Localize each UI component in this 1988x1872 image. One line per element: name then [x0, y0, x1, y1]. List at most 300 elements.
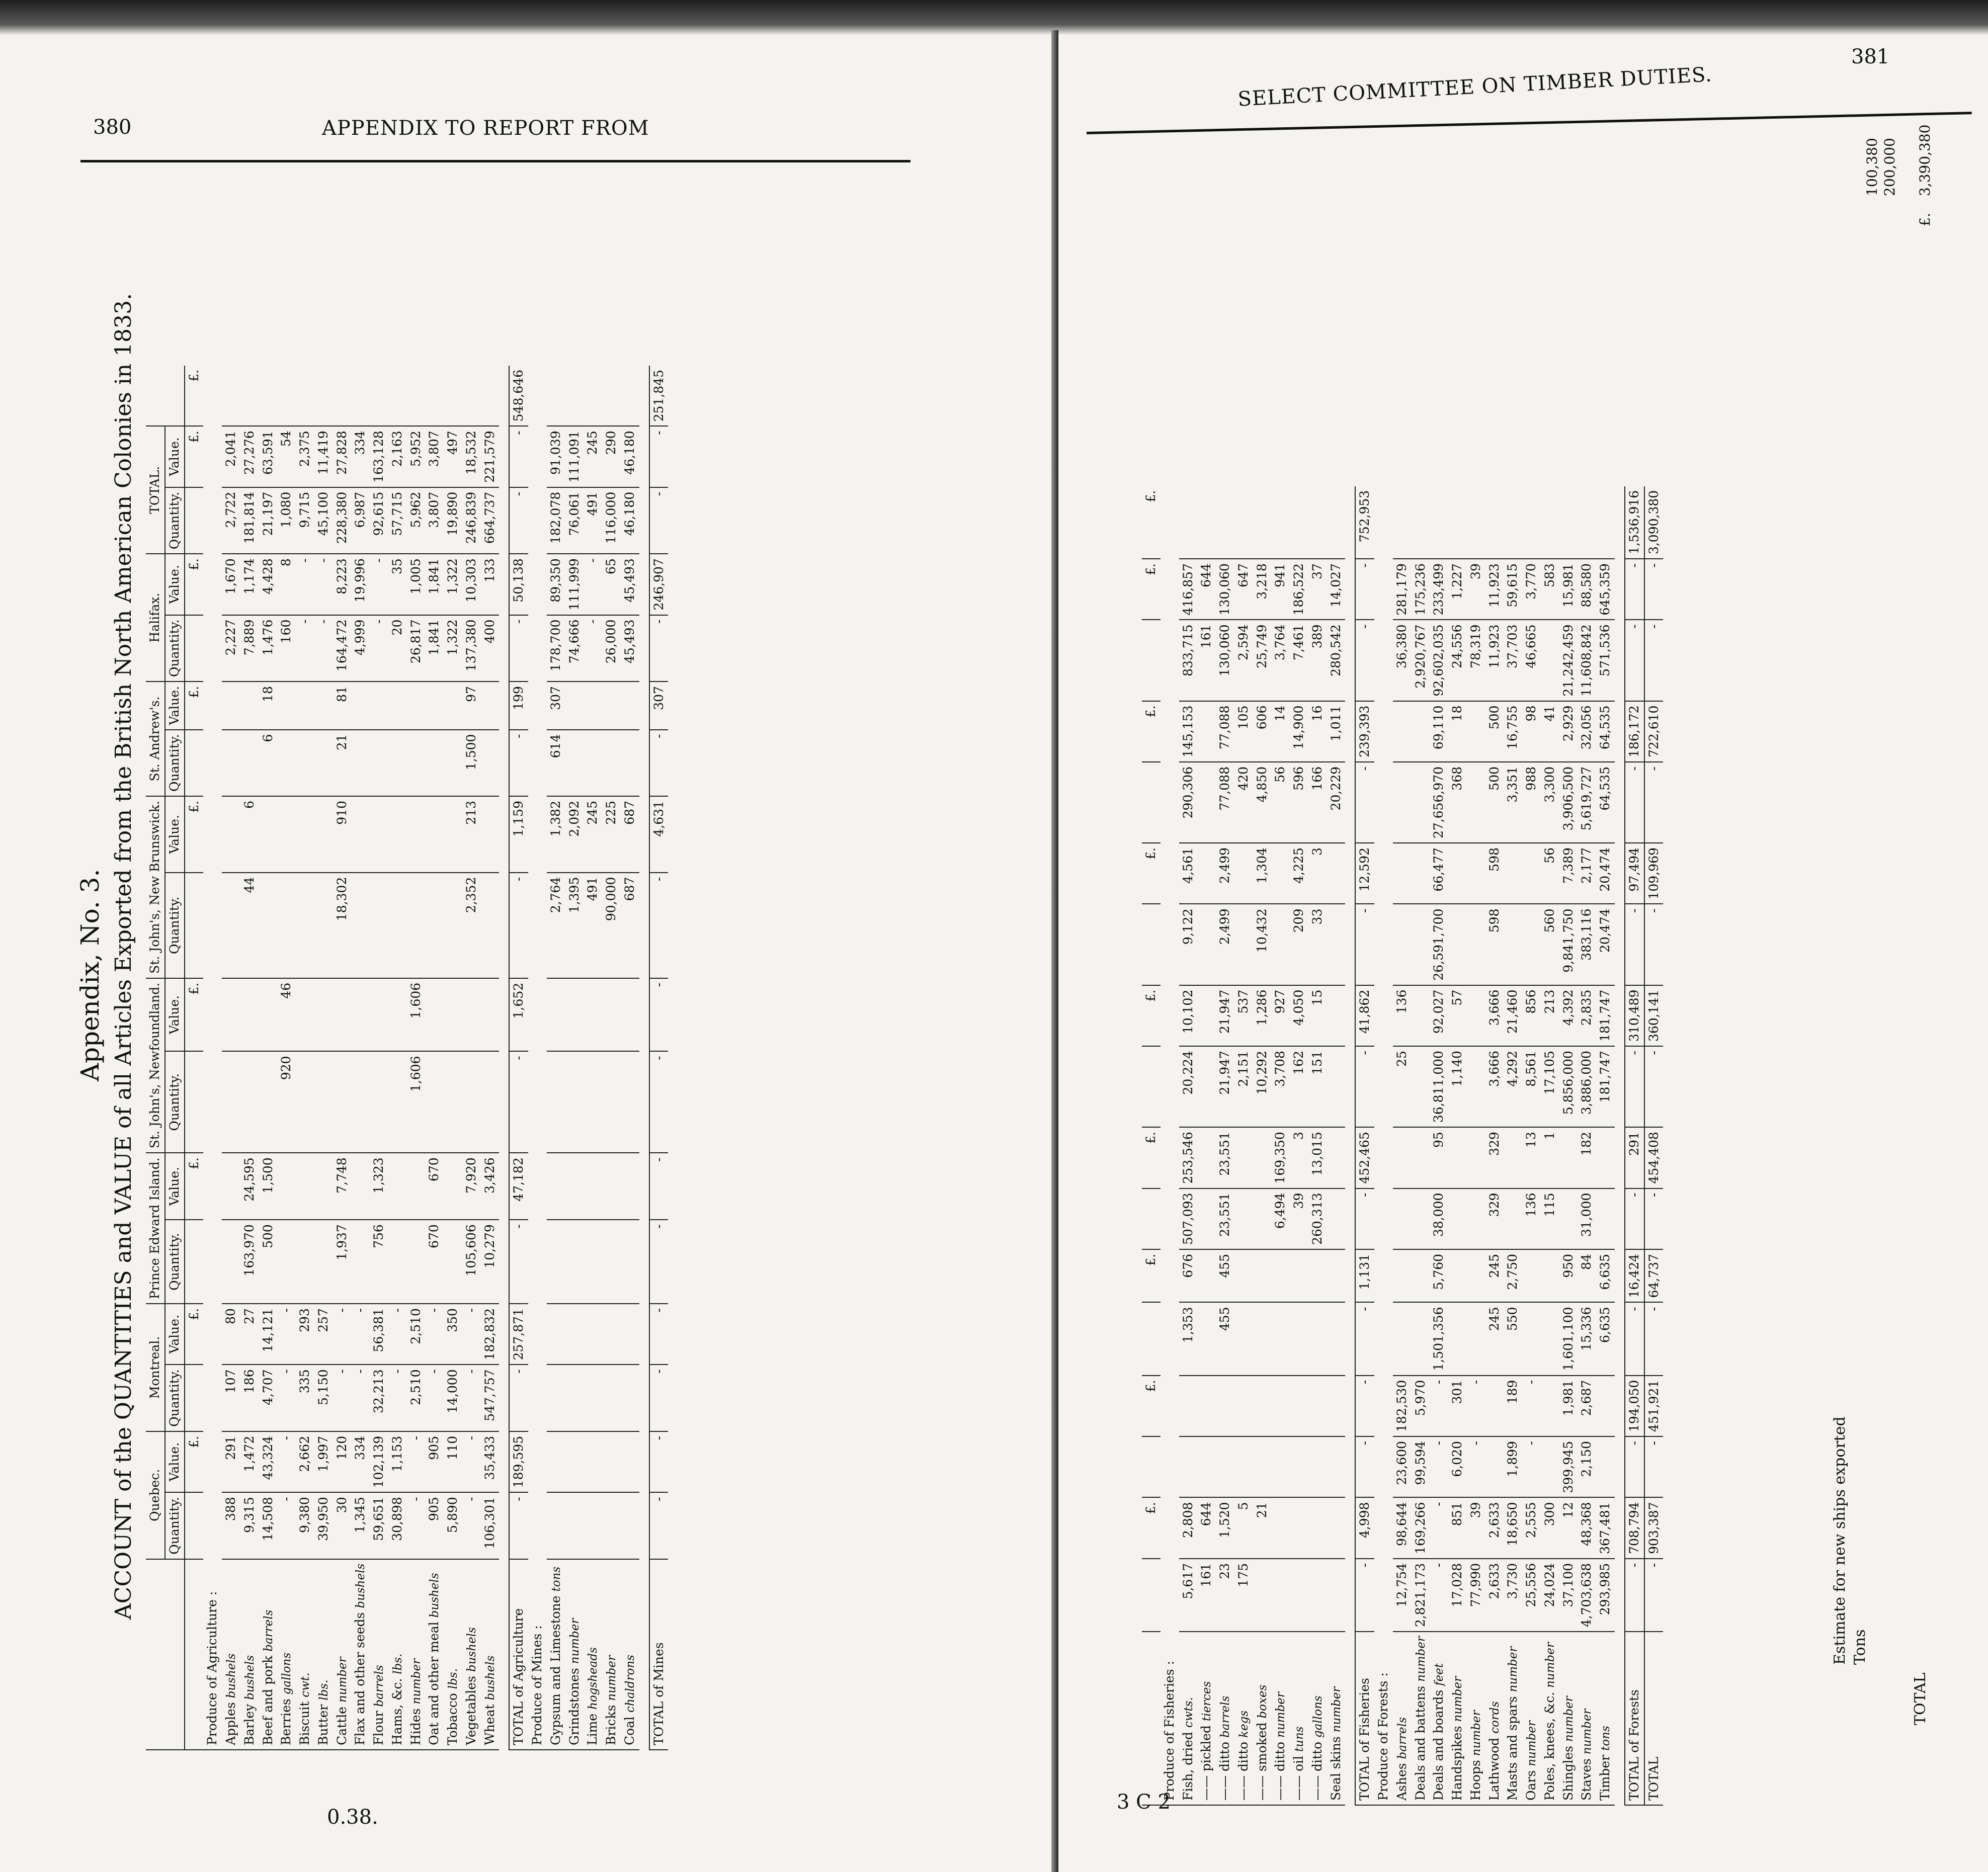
section-total-row: [1355, 486, 1374, 1805]
table-cell: 583: [1541, 559, 1559, 620]
table-row: [1559, 486, 1578, 1805]
grand-total-cell: 3,090,380: [1644, 486, 1664, 559]
table-cell: [1253, 1127, 1272, 1188]
table-cell: -: [314, 554, 333, 615]
table-cell: -: [1430, 1376, 1448, 1436]
table-cell: [1327, 1188, 1346, 1249]
signature-left: 0.38.: [327, 1806, 378, 1829]
total-cell: 246,907: [649, 554, 669, 615]
total-cell: -: [1625, 1436, 1644, 1497]
table-cell: 1,841: [425, 615, 444, 682]
table-cell: 1,395: [565, 873, 584, 978]
table-cell: [259, 1051, 278, 1153]
table-cell: 35,433: [481, 1431, 500, 1492]
article-label: Gypsum and Limestone: [548, 1591, 563, 1745]
article-unit: barrels: [1219, 1695, 1232, 1738]
table-cell: 20,224: [1179, 1046, 1198, 1127]
table-cell: 27,828: [333, 426, 352, 487]
article-label: —— oil: [1291, 1752, 1306, 1801]
table-cell: 3,886,000: [1578, 1046, 1596, 1127]
total-cell: -: [1355, 1376, 1374, 1436]
table-cell: 3,351: [1504, 762, 1522, 843]
total-cell: 4,998: [1355, 1497, 1374, 1558]
table-cell: -: [1430, 1559, 1448, 1632]
article-label: Hams, &c.: [389, 1674, 404, 1745]
table-cell: 30: [333, 1492, 352, 1559]
article-unit: gallons: [280, 1652, 294, 1695]
table-cell: 1,174: [240, 554, 259, 615]
table-cell: 78,319: [1467, 620, 1485, 701]
table-cell: 2,821,173: [1412, 1559, 1430, 1632]
table-cell: [547, 1304, 565, 1365]
section-total-spacer: [1197, 486, 1216, 559]
table-cell: 20,229: [1327, 762, 1346, 843]
table-cell: 21: [333, 730, 352, 796]
total-cell: 189,595: [509, 1431, 528, 1492]
table-cell: 137,380: [462, 615, 481, 682]
table-cell: 7,748: [333, 1153, 352, 1220]
table-cell: 46,180: [621, 426, 639, 487]
table-cell: [565, 1153, 584, 1220]
article-label: Timber: [1598, 1750, 1612, 1801]
total-cell: -: [1355, 1302, 1374, 1375]
article-name: [1522, 1632, 1541, 1805]
table-cell: 5,619,727: [1578, 762, 1596, 843]
table-cell: 1,899: [1504, 1436, 1522, 1497]
article-name: [259, 1559, 278, 1750]
table-cell: 26,817: [407, 615, 426, 682]
table-cell: 399,945: [1559, 1436, 1578, 1497]
table-cell: [481, 873, 500, 978]
table-cell: [621, 1051, 639, 1153]
estimate-value-1: 100,380: [1864, 138, 1880, 196]
table-cell: 988: [1522, 762, 1541, 843]
table-cell: 30,898: [388, 1492, 407, 1559]
table-cell: 221,579: [481, 426, 500, 487]
article-unit: feet: [1433, 1663, 1446, 1686]
table-cell: [1327, 1559, 1346, 1632]
table-cell: 4,050: [1290, 985, 1308, 1046]
table-cell: [388, 796, 407, 873]
quantity-spacer: [185, 873, 204, 978]
article-name: [351, 1559, 370, 1750]
total-cell: -: [649, 1365, 669, 1431]
currency-mark: £.: [1142, 559, 1161, 620]
table-cell: 48,368: [1578, 1497, 1596, 1558]
table-cell: 2,687: [1578, 1376, 1596, 1436]
table-cell: [333, 1051, 352, 1153]
table-cell: 547,757: [481, 1365, 500, 1431]
sub-value-header: Value.: [165, 978, 185, 1052]
table-cell: -: [1467, 1436, 1485, 1497]
section-total-spacer: [481, 366, 500, 426]
table-cell: 9,122: [1179, 904, 1198, 985]
table-cell: [1412, 843, 1430, 904]
table-row: [1522, 486, 1541, 1805]
table-cell: 23: [1216, 1559, 1234, 1632]
section-label-row: [1374, 486, 1393, 1805]
table-cell: [621, 682, 639, 730]
currency-mark: £.: [1142, 701, 1161, 762]
table-cell: [444, 796, 462, 873]
table-cell: [584, 730, 602, 796]
table-cell: 3,218: [1253, 559, 1272, 620]
table-cell: 12,754: [1393, 1559, 1412, 1632]
article-unit: boxes: [1256, 1684, 1269, 1719]
article-name: [1467, 1632, 1485, 1805]
total-cell: 1,652: [509, 978, 528, 1052]
table-cell: [1216, 1436, 1234, 1497]
article-label: Flax and other seeds: [353, 1608, 368, 1745]
table-cell: 5,890: [444, 1492, 462, 1559]
table-cell: 19,890: [444, 487, 462, 554]
table-cell: 2,227: [222, 615, 240, 682]
table-cell: 1,382: [547, 796, 565, 873]
table-cell: 383,116: [1578, 904, 1596, 985]
table-cell: [584, 1153, 602, 1220]
table-cell: 2,352: [462, 873, 481, 978]
article-unit: gallons: [1311, 1695, 1324, 1738]
table-cell: 260,313: [1308, 1188, 1327, 1249]
table-cell: [547, 1153, 565, 1220]
quantity-spacer: [1142, 1302, 1161, 1375]
table-cell: 1,323: [370, 1153, 388, 1220]
table-row: [1327, 486, 1346, 1805]
table-cell: 161: [1197, 620, 1216, 701]
table-cell: 537: [1234, 985, 1253, 1046]
table-cell: [584, 1051, 602, 1153]
total-cell: -: [1625, 1046, 1644, 1127]
table-cell: 1,353: [1179, 1302, 1198, 1375]
table-cell: [1308, 1249, 1327, 1302]
article-unit: number: [1414, 1636, 1428, 1682]
article-name: [1327, 1632, 1346, 1805]
table-cell: 253,546: [1179, 1127, 1198, 1188]
table-cell: 687: [621, 873, 639, 978]
table-cell: 3,770: [1522, 559, 1541, 620]
table-cell: 233,499: [1430, 559, 1448, 620]
table-cell: 16: [1308, 701, 1327, 762]
table-cell: [370, 682, 388, 730]
table-cell: [351, 1153, 370, 1220]
table-cell: [314, 1220, 333, 1304]
article-unit: barrels: [262, 1609, 275, 1652]
table-cell: 3: [1290, 1127, 1308, 1188]
section-total-spacer: [1448, 486, 1467, 559]
section-total-spacer: [1234, 486, 1253, 559]
table-cell: [1448, 843, 1467, 904]
table-cell: 1,601,100: [1559, 1302, 1578, 1375]
row-spacer: [1345, 486, 1355, 1805]
table-row: [296, 366, 314, 1750]
grand-total-cell: 109,969: [1644, 843, 1664, 904]
table-cell: [1290, 1559, 1308, 1632]
section-total-spacer: [296, 366, 314, 426]
table-cell: 8,223: [333, 554, 352, 615]
table-cell: [1485, 1376, 1504, 1436]
table-cell: -: [425, 1365, 444, 1431]
table-cell: [296, 873, 314, 978]
table-cell: [425, 682, 444, 730]
article-label: Bricks: [604, 1700, 618, 1745]
table-cell: 5,150: [314, 1365, 333, 1431]
table-cell: [462, 1051, 481, 1153]
table-cell: 676: [1179, 1249, 1198, 1302]
table-cell: [296, 682, 314, 730]
article-unit: number: [1543, 1642, 1557, 1688]
table-cell: 7,389: [1559, 843, 1578, 904]
table-cell: [1327, 1376, 1346, 1436]
table-cell: 2,163: [388, 426, 407, 487]
table-cell: [1327, 1127, 1346, 1188]
table-row: [240, 366, 259, 1750]
sub-quantity-header: Quantity.: [165, 730, 185, 796]
table-cell: 4,392: [1559, 985, 1578, 1046]
section-total-spacer: [314, 366, 333, 426]
table-cell: [1522, 1249, 1541, 1302]
table-cell: [1541, 1302, 1559, 1375]
table-cell: [1596, 1127, 1615, 1188]
table-row: [1504, 486, 1522, 1805]
total-cell: -: [649, 615, 669, 682]
currency-mark: £.: [1142, 1376, 1161, 1436]
total-cell: -: [509, 487, 528, 554]
table-cell: [314, 978, 333, 1052]
article-name: [333, 1559, 352, 1750]
table-cell: 1,937: [333, 1220, 352, 1304]
table-cell: -: [425, 1304, 444, 1365]
table-cell: [277, 873, 296, 978]
sub-value-header: Value.: [165, 682, 185, 730]
table-cell: 15,336: [1578, 1302, 1596, 1375]
table-cell: [584, 1431, 602, 1492]
quantity-spacer: [1142, 620, 1161, 701]
article-name: [1271, 1632, 1290, 1805]
table-cell: [444, 978, 462, 1052]
grand-total-cell: -: [1644, 1436, 1664, 1497]
table-cell: 10,102: [1179, 985, 1198, 1046]
col-total: TOTAL.: [146, 426, 165, 554]
header-rule-left: [80, 160, 910, 162]
table-row: [444, 366, 462, 1750]
table-cell: [277, 1220, 296, 1304]
article-name: [1290, 1632, 1308, 1805]
table-cell: -: [333, 1304, 352, 1365]
table-cell: [602, 1304, 621, 1365]
table-cell: 2,929: [1559, 701, 1578, 762]
table-cell: 35: [388, 554, 407, 615]
table-cell: 225: [602, 796, 621, 873]
table-cell: [1271, 1497, 1290, 1558]
table-row: [351, 366, 370, 1750]
table-cell: 2,150: [1578, 1436, 1596, 1497]
total-cell: 257,871: [509, 1304, 528, 1365]
article-label: Grindstones: [566, 1664, 582, 1745]
table-cell: 89,350: [547, 554, 565, 615]
table-cell: [388, 1153, 407, 1220]
article-label: Oars: [1524, 1766, 1538, 1801]
table-cell: 670: [425, 1220, 444, 1304]
total-cell: 50,138: [509, 554, 528, 615]
table-cell: 281,179: [1393, 559, 1412, 620]
table-cell: 1,286: [1253, 985, 1272, 1046]
table-cell: [584, 1492, 602, 1559]
table-cell: [1197, 904, 1216, 985]
table-cell: 26,000: [602, 615, 621, 682]
table-cell: [1253, 1302, 1272, 1375]
col-quebec: Quebec.: [146, 1431, 165, 1559]
table-cell: [1234, 1302, 1253, 1375]
table-cell: 2,633: [1485, 1497, 1504, 1558]
table-cell: [407, 730, 426, 796]
table-cell: [1467, 904, 1485, 985]
table-cell: 18,302: [333, 873, 352, 978]
section-total-spacer: [602, 366, 621, 426]
table-cell: 39: [1467, 1497, 1485, 1558]
table-cell: 64,535: [1596, 762, 1615, 843]
article-unit: tons: [1599, 1726, 1612, 1751]
table-cell: [1448, 904, 1467, 985]
table-cell: 10,432: [1253, 904, 1272, 985]
table-cell: 664,737: [481, 487, 500, 554]
article-unit: number: [336, 1657, 349, 1703]
right-page-header: SELECT COMMITTEE ON TIMBER DUTIES.: [1237, 63, 1713, 111]
table-cell: 291: [222, 1431, 240, 1492]
table-cell: [222, 873, 240, 978]
total-cell: 291: [1625, 1127, 1644, 1188]
table-cell: 69,110: [1430, 701, 1448, 762]
table-cell: 181,747: [1596, 1046, 1615, 1127]
table-row: [1290, 486, 1308, 1805]
table-cell: [565, 1365, 584, 1431]
table-cell: 56,381: [370, 1304, 388, 1365]
table-cell: 400: [481, 615, 500, 682]
table-cell: 186: [240, 1365, 259, 1431]
table-cell: [1271, 1302, 1290, 1375]
article-name: [222, 1559, 240, 1750]
table-cell: 4,225: [1290, 843, 1308, 904]
table-cell: 166: [1308, 762, 1327, 843]
article-name: [1596, 1632, 1615, 1805]
table-cell: 4,850: [1253, 762, 1272, 843]
table-row: [388, 366, 407, 1750]
table-row: [1596, 486, 1615, 1805]
table-row: [584, 366, 602, 1750]
total-cell: 16,424: [1625, 1249, 1644, 1302]
table-cell: 598: [1485, 904, 1504, 985]
article-label: Masts and spars: [1505, 1692, 1520, 1801]
table-cell: [351, 1051, 370, 1153]
sub-quantity-header: Quantity.: [165, 1220, 185, 1304]
section-total-spacer: [1271, 486, 1290, 559]
table-cell: 20: [388, 615, 407, 682]
table-row: [1430, 486, 1448, 1805]
table-cell: [1271, 1436, 1290, 1497]
article-unit: number: [1330, 1686, 1343, 1733]
table-cell: 2,499: [1216, 843, 1234, 904]
total-cell: -: [509, 1220, 528, 1304]
section-total-label: TOTAL of Forests: [1625, 1632, 1644, 1805]
table-cell: 1,606: [407, 978, 426, 1052]
article-name: [1578, 1632, 1596, 1805]
table-cell: [1308, 1302, 1327, 1375]
col-st-andrews: St. Andrew's.: [146, 682, 165, 796]
section-total-spacer: [425, 366, 444, 426]
article-unit: number: [409, 1658, 423, 1705]
article-label: Lathwood: [1486, 1733, 1502, 1801]
table-cell: 3,708: [1271, 1046, 1290, 1127]
section-label-row: [528, 366, 547, 1750]
total-cell: 307: [649, 682, 669, 730]
table-cell: 645,359: [1596, 559, 1615, 620]
table-cell: [481, 1051, 500, 1153]
table-cell: -: [462, 1492, 481, 1559]
article-label: Fish, dried: [1180, 1728, 1195, 1801]
table-row: [621, 366, 639, 1750]
table-row: [1541, 486, 1559, 1805]
sub-value-header: Value.: [165, 1153, 185, 1220]
article-name: [314, 1559, 333, 1750]
table-cell: [584, 1304, 602, 1365]
table-cell: [1393, 843, 1412, 904]
table-cell: [333, 978, 352, 1052]
table-cell: [1290, 1249, 1308, 1302]
table-cell: 91,039: [547, 426, 565, 487]
total-cell: -: [649, 487, 669, 554]
table-cell: 18: [259, 682, 278, 730]
table-cell: 107: [222, 1365, 240, 1431]
table-cell: 2,594: [1234, 620, 1253, 701]
table-cell: 24,556: [1448, 620, 1467, 701]
article-name: [1541, 1632, 1559, 1805]
article-unit: lbs.: [391, 1653, 404, 1674]
table-cell: [602, 1492, 621, 1559]
article-unit: bushels: [428, 1573, 442, 1618]
table-row: [259, 366, 278, 1750]
table-cell: [1393, 1249, 1412, 1302]
table-cell: [222, 682, 240, 730]
total-cell: -: [1355, 620, 1374, 701]
table-cell: 1,670: [222, 554, 240, 615]
grand-total-cell: 64,737: [1644, 1249, 1664, 1302]
currency-mark: £.: [185, 796, 204, 873]
total-cell: -: [649, 1153, 669, 1220]
table-cell: [1327, 904, 1346, 985]
table-cell: 920: [277, 1051, 296, 1153]
article-label: Apples: [223, 1698, 238, 1745]
currency-mark: £.: [185, 554, 204, 615]
table-cell: 368: [1448, 762, 1467, 843]
table-cell: 257: [314, 1304, 333, 1365]
table-cell: [1541, 1436, 1559, 1497]
table-cell: 4,999: [351, 615, 370, 682]
table-cell: 115: [1541, 1188, 1559, 1249]
table-cell: 81: [333, 682, 352, 730]
article-name: [481, 1559, 500, 1750]
section-total-spacer: [1430, 486, 1448, 559]
table-cell: 2,510: [407, 1365, 426, 1431]
article-unit: number: [1507, 1646, 1520, 1692]
table-cell: 416,857: [1179, 559, 1198, 620]
table-cell: 644: [1197, 559, 1216, 620]
table-cell: 111,999: [565, 554, 584, 615]
article-name: [584, 1559, 602, 1750]
table-cell: [444, 730, 462, 796]
section-total-row: [1625, 486, 1644, 1805]
table-cell: -: [407, 1492, 426, 1559]
section-total-spacer: [240, 366, 259, 426]
table-cell: [1467, 1302, 1485, 1375]
